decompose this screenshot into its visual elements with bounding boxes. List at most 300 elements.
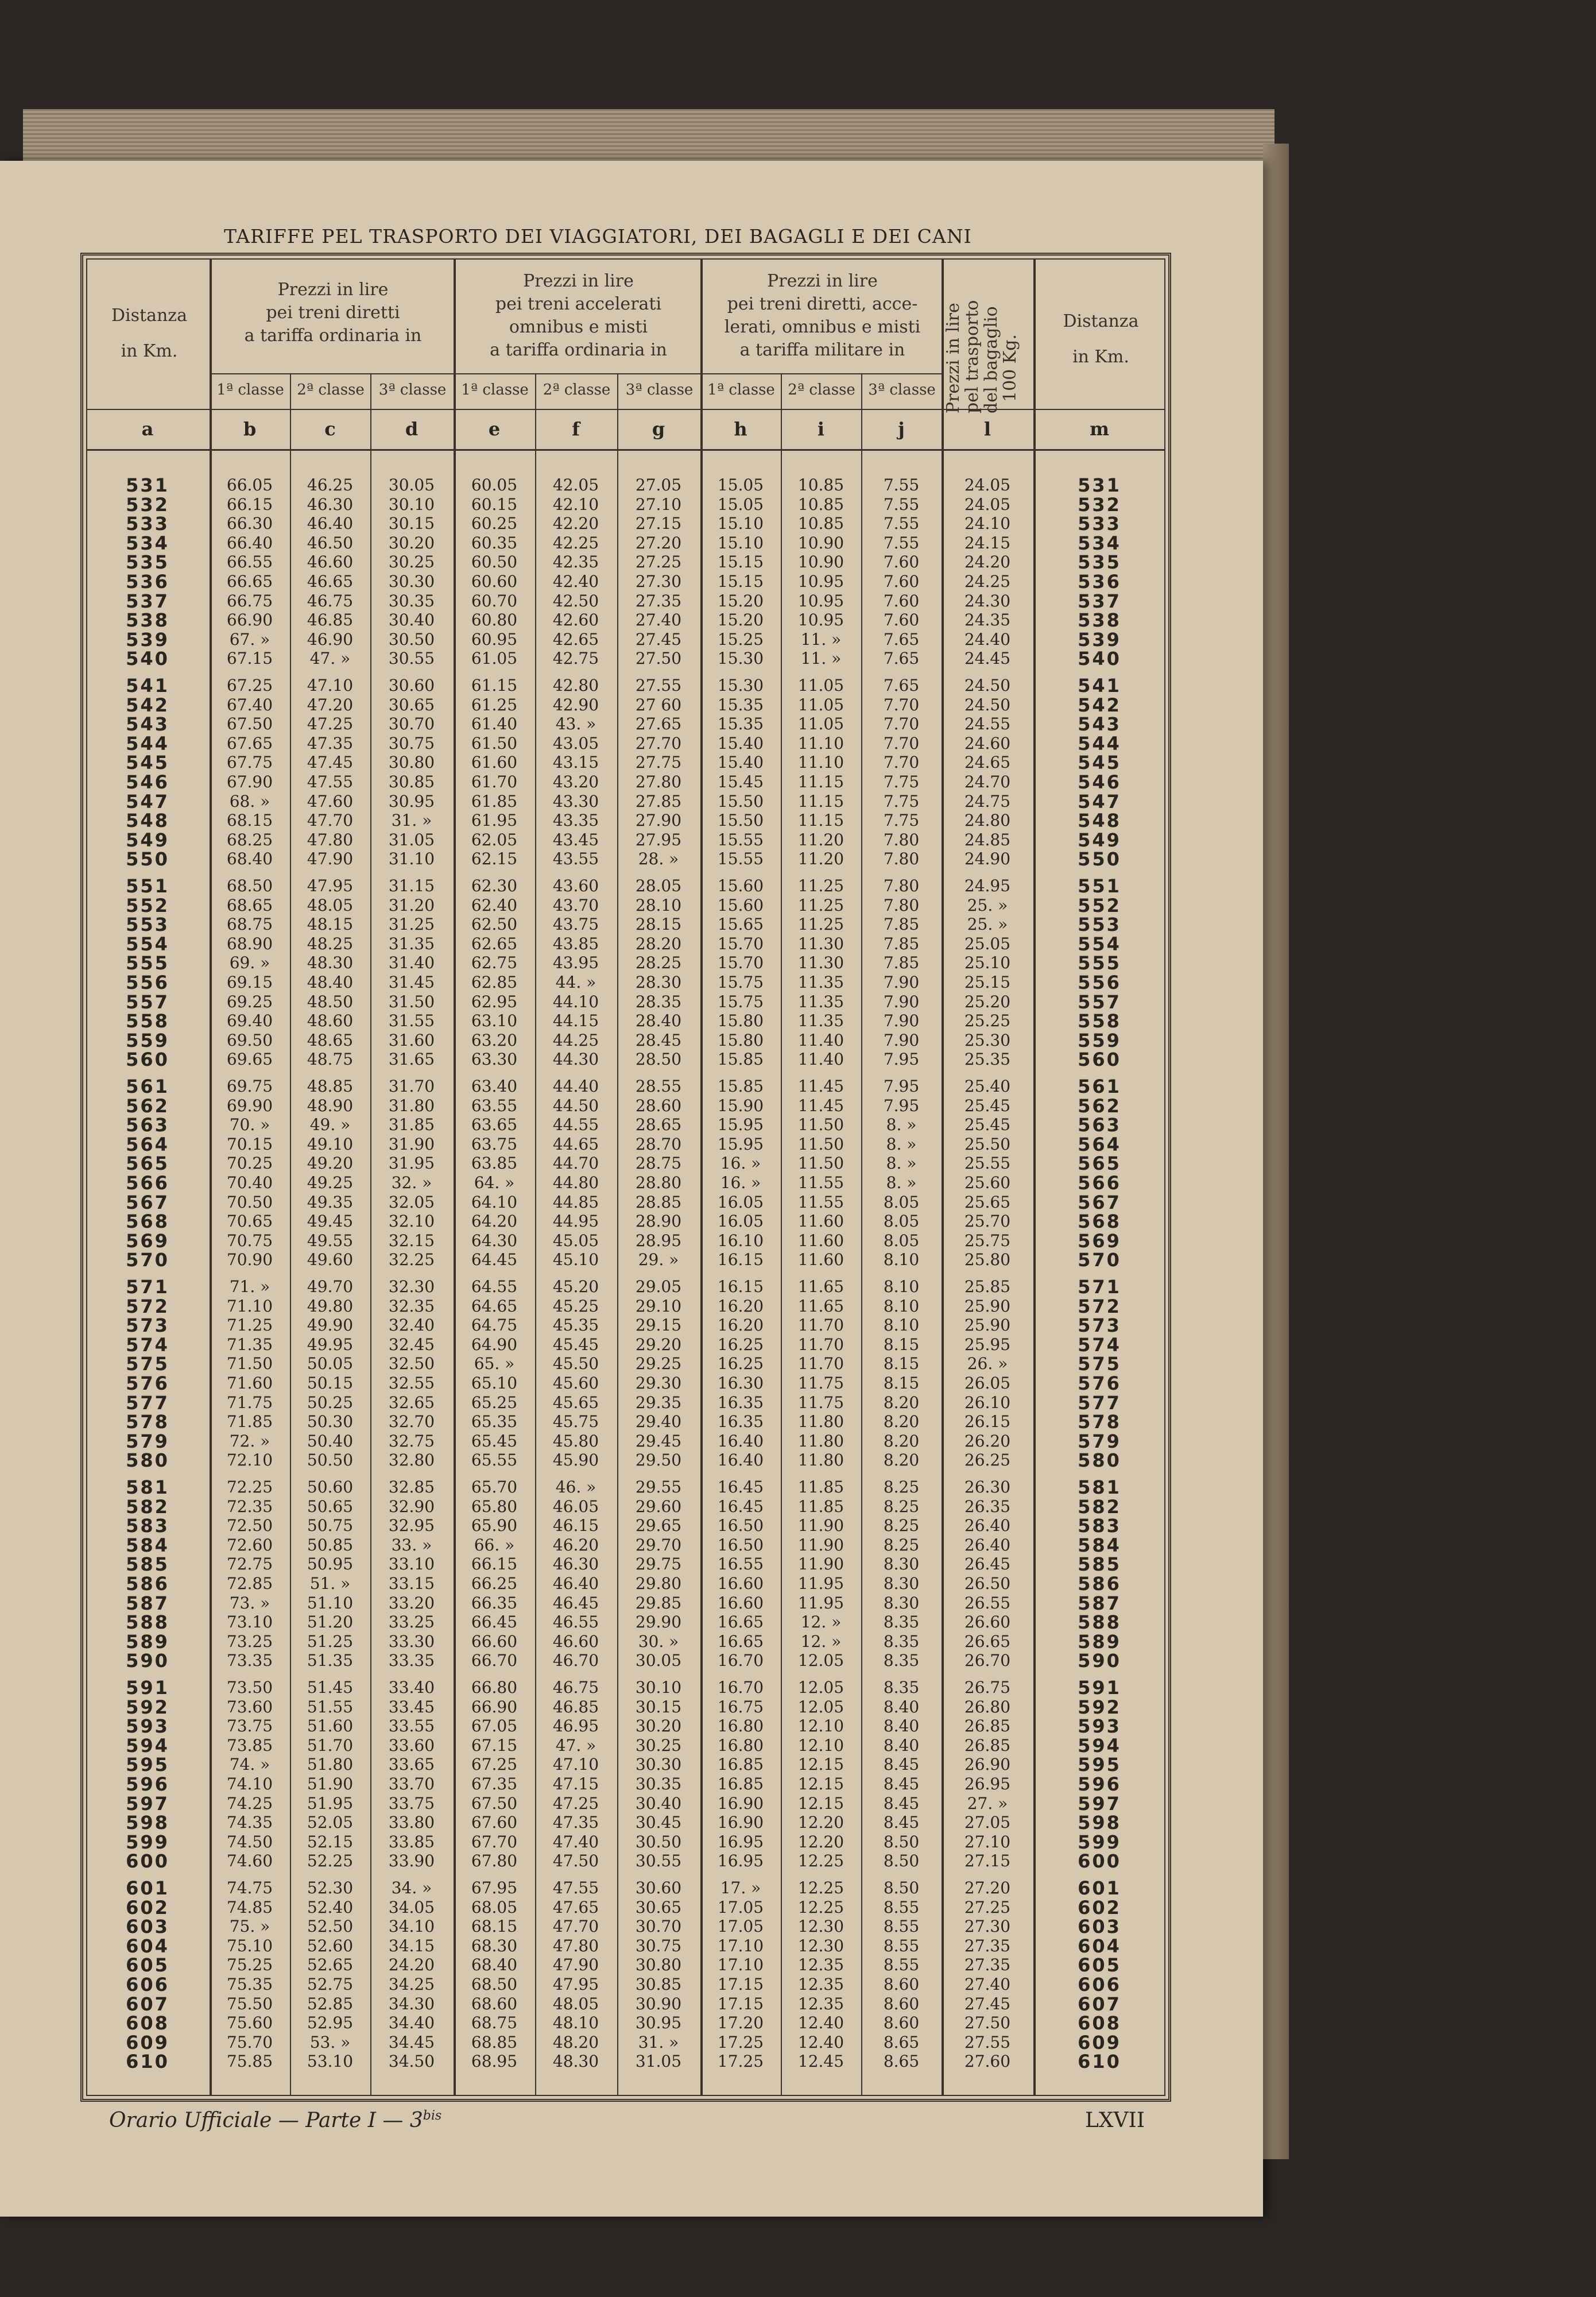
price-cell: 24.20	[964, 552, 1011, 572]
distance-cell: 554	[1078, 933, 1121, 955]
price-cell: 28.45	[635, 1030, 682, 1050]
price-cell: 30.65	[388, 695, 435, 714]
distance-cell: 549	[126, 829, 169, 851]
header-treni-accelerati: Prezzi in lire pei treni accelerati omnibus e misti a tariffa ordinaria in	[490, 271, 667, 360]
distance-cell: 541	[1078, 675, 1121, 697]
price-cell: 69. »	[229, 953, 270, 973]
price-cell: 15.95	[717, 1134, 764, 1154]
price-cell: 24.70	[964, 772, 1011, 791]
price-cell: 11.40	[797, 1030, 845, 1050]
price-cell: 11.50	[797, 1154, 845, 1173]
price-cell: 31.05	[635, 2052, 682, 2071]
price-cell: 12.15	[797, 1793, 845, 1813]
price-cell: 60.70	[471, 591, 518, 610]
price-cell: 8.60	[883, 1994, 920, 2013]
price-cell: 27.35	[635, 591, 682, 610]
price-cell: 33.60	[388, 1735, 435, 1755]
price-cell: 74.85	[226, 1897, 273, 1917]
price-cell: 26.65	[964, 1631, 1011, 1651]
price-cell: 48.30	[307, 953, 354, 973]
distance-cell: 578	[1078, 1411, 1121, 1433]
price-cell: 17.25	[717, 2032, 764, 2052]
price-cell: 68.40	[226, 849, 273, 869]
price-cell: 8.40	[883, 1735, 920, 1755]
price-cell: 65.90	[471, 1516, 518, 1536]
price-cell: 49.10	[307, 1134, 354, 1154]
price-cell: 11.25	[797, 915, 845, 934]
price-cell: 47.90	[552, 1955, 599, 1975]
distance-cell: 551	[1078, 875, 1121, 897]
price-cell: 44.95	[552, 1212, 599, 1231]
distance-cell: 598	[1078, 1812, 1121, 1834]
price-cell: 67.35	[471, 1774, 518, 1793]
price-cell: 70.90	[226, 1250, 273, 1270]
price-cell: 8.60	[883, 2013, 920, 2033]
price-cell: 7.95	[883, 1096, 920, 1115]
price-cell: 15.40	[717, 733, 764, 753]
price-cell: 15.15	[717, 572, 764, 591]
price-cell: 8.35	[883, 1631, 920, 1651]
price-cell: 47.70	[307, 811, 354, 830]
price-cell: 8.55	[883, 1897, 920, 1917]
distance-cell: 597	[126, 1792, 169, 1815]
price-cell: 25.25	[964, 1011, 1011, 1031]
distance-cell: 569	[126, 1229, 169, 1252]
price-cell: 8.25	[883, 1496, 920, 1516]
price-cell: 62.65	[471, 934, 518, 953]
price-cell: 61.60	[471, 753, 518, 772]
price-cell: 46.50	[307, 533, 354, 552]
price-cell: 8.35	[883, 1678, 920, 1697]
price-cell: 50.85	[307, 1535, 354, 1554]
price-cell: 11.45	[797, 1077, 845, 1096]
price-cell: 16.40	[717, 1431, 764, 1451]
price-cell: 44.50	[552, 1096, 599, 1115]
price-cell: 25.60	[964, 1173, 1011, 1192]
price-cell: 24.80	[964, 811, 1011, 830]
price-cell: 26.95	[964, 1774, 1011, 1793]
distance-cell: 546	[126, 771, 169, 793]
distance-cell: 606	[126, 1974, 169, 1996]
price-cell: 8.10	[883, 1296, 920, 1316]
price-cell: 34.50	[388, 2052, 435, 2071]
column-letter: h	[734, 418, 747, 440]
distance-cell: 565	[126, 1153, 169, 1175]
price-cell: 17. »	[720, 1878, 761, 1897]
price-cell: 12.45	[797, 2052, 845, 2071]
price-cell: 62.05	[471, 830, 518, 849]
distance-cell: 592	[126, 1696, 169, 1718]
price-cell: 30. »	[638, 1631, 679, 1651]
price-cell: 24.10	[964, 514, 1011, 533]
price-cell: 64.10	[471, 1192, 518, 1212]
distance-cell: 538	[126, 609, 169, 632]
price-cell: 26.40	[964, 1535, 1011, 1554]
price-cell: 46. »	[555, 1478, 596, 1496]
price-cell: 31. »	[391, 811, 432, 830]
distance-cell: 575	[126, 1353, 169, 1375]
distance-cell: 536	[126, 571, 169, 593]
price-cell: 11.75	[797, 1374, 845, 1393]
price-cell: 16.75	[717, 1697, 764, 1716]
price-cell: 27.55	[635, 676, 682, 695]
distance-cell: 596	[1078, 1773, 1121, 1795]
price-cell: 45.10	[552, 1250, 599, 1270]
price-cell: 75.85	[226, 2052, 273, 2071]
price-cell: 62.75	[471, 953, 518, 973]
price-cell: 8.15	[883, 1374, 920, 1393]
price-cell: 11.50	[797, 1134, 845, 1154]
price-cell: 25.95	[964, 1335, 1011, 1354]
price-cell: 44.30	[552, 1050, 599, 1069]
price-cell: 27.10	[635, 494, 682, 514]
price-cell: 74.35	[226, 1813, 273, 1832]
price-cell: 7.90	[883, 1011, 920, 1031]
price-cell: 67.60	[471, 1813, 518, 1832]
price-cell: 33.40	[388, 1678, 435, 1697]
price-cell: 12.25	[797, 1897, 845, 1917]
distance-cell: 553	[126, 914, 169, 936]
price-cell: 48.25	[307, 934, 354, 953]
price-cell: 17.20	[717, 2013, 764, 2033]
price-cell: 46.45	[552, 1593, 599, 1612]
price-cell: 50.25	[307, 1393, 354, 1412]
price-cell: 29.75	[635, 1554, 682, 1574]
price-cell: 16.20	[717, 1316, 764, 1335]
price-cell: 8.25	[883, 1535, 920, 1554]
header-tariffa-militare: Prezzi in lire pei treni diretti, acce- lerati, omnibus e misti a tariffa militare in	[724, 271, 921, 360]
distance-cell: 599	[126, 1831, 169, 1853]
price-cell: 10.95	[797, 610, 845, 630]
price-cell: 75.25	[226, 1955, 273, 1975]
price-cell: 73.10	[226, 1612, 273, 1632]
price-cell: 63.65	[471, 1115, 518, 1135]
price-cell: 28.75	[635, 1154, 682, 1173]
price-cell: 45.60	[552, 1374, 599, 1393]
price-cell: 32.05	[388, 1192, 435, 1212]
price-cell: 24.95	[964, 876, 1011, 895]
price-cell: 15.60	[717, 876, 764, 895]
price-cell: 71.35	[226, 1335, 273, 1354]
price-cell: 8.25	[883, 1478, 920, 1496]
price-cell: 26.75	[964, 1678, 1011, 1697]
distance-cell: 566	[126, 1172, 169, 1194]
price-cell: 30.25	[388, 552, 435, 572]
price-cell: 30.70	[388, 714, 435, 734]
price-cell: 47.35	[552, 1813, 599, 1832]
price-cell: 42.05	[552, 475, 599, 494]
price-cell: 46.95	[552, 1716, 599, 1736]
distance-cell: 595	[1078, 1754, 1121, 1776]
price-cell: 30.55	[388, 649, 435, 668]
distance-cell: 591	[1078, 1677, 1121, 1699]
price-cell: 31.70	[388, 1077, 435, 1096]
price-cell: 16.15	[717, 1277, 764, 1296]
price-cell: 27.45	[964, 1994, 1011, 2013]
price-cell: 16.95	[717, 1851, 764, 1871]
price-cell: 32.75	[388, 1431, 435, 1451]
price-cell: 30.90	[635, 1994, 682, 2013]
column-letter: f	[572, 418, 580, 440]
column-letter: a	[141, 418, 154, 440]
price-cell: 11.60	[797, 1250, 845, 1270]
distance-cell: 575	[1078, 1353, 1121, 1375]
price-cell: 7.75	[883, 811, 920, 830]
price-cell: 12.35	[797, 1955, 845, 1975]
price-cell: 24.90	[964, 849, 1011, 869]
price-cell: 68.50	[226, 876, 273, 895]
price-cell: 43.85	[552, 934, 599, 953]
price-cell: 32.15	[388, 1231, 435, 1250]
price-cell: 30.15	[388, 514, 435, 533]
distance-cell: 610	[1078, 2051, 1121, 2073]
class-label: 1ª classe	[216, 381, 284, 399]
price-cell: 48.65	[307, 1030, 354, 1050]
price-cell: 64.45	[471, 1250, 518, 1270]
price-cell: 66.30	[226, 514, 273, 533]
distance-cell: 531	[126, 474, 169, 496]
price-cell: 46.55	[552, 1612, 599, 1632]
price-cell: 11.90	[797, 1516, 845, 1536]
distance-cell: 593	[1078, 1715, 1121, 1738]
price-cell: 26.35	[964, 1496, 1011, 1516]
price-cell: 12.15	[797, 1755, 845, 1774]
price-cell: 11.35	[797, 992, 845, 1011]
price-cell: 49.35	[307, 1192, 354, 1212]
price-cell: 75. »	[229, 1917, 270, 1936]
price-cell: 52.50	[307, 1917, 354, 1936]
price-cell: 42.25	[552, 533, 599, 552]
price-cell: 49. »	[309, 1115, 351, 1135]
price-cell: 11.35	[797, 1011, 845, 1031]
price-cell: 48.50	[307, 992, 354, 1011]
price-cell: 49.20	[307, 1154, 354, 1173]
distance-cell: 610	[126, 2051, 169, 2073]
price-cell: 72.10	[226, 1451, 273, 1470]
price-cell: 7.90	[883, 1030, 920, 1050]
distance-cell: 561	[126, 1076, 169, 1097]
price-cell: 43.75	[552, 915, 599, 934]
price-cell: 61.40	[471, 714, 518, 734]
price-cell: 29.50	[635, 1451, 682, 1470]
distance-cell: 549	[1078, 829, 1121, 851]
distance-cell: 583	[1078, 1515, 1121, 1537]
distance-cell: 583	[126, 1515, 169, 1537]
column-letter: c	[324, 418, 336, 440]
price-cell: 63.40	[471, 1077, 518, 1096]
distance-cell: 533	[1078, 513, 1121, 535]
class-label: 1ª classe	[461, 381, 529, 399]
price-cell: 11.75	[797, 1393, 845, 1412]
price-cell: 27.85	[635, 791, 682, 811]
distance-cell: 531	[1078, 474, 1121, 496]
price-cell: 44.15	[552, 1011, 599, 1031]
price-cell: 47.80	[552, 1936, 599, 1955]
price-cell: 29.85	[635, 1593, 682, 1612]
price-cell: 68.30	[471, 1936, 518, 1955]
price-cell: 15.85	[717, 1050, 764, 1069]
price-cell: 7.75	[883, 772, 920, 791]
price-cell: 25.45	[964, 1096, 1011, 1115]
price-cell: 25. »	[967, 895, 1008, 915]
price-cell: 15.80	[717, 1011, 764, 1031]
price-cell: 34.25	[388, 1975, 435, 1994]
price-cell: 7.60	[883, 591, 920, 610]
price-cell: 51.25	[307, 1631, 354, 1651]
price-cell: 62.40	[471, 895, 518, 915]
distance-cell: 584	[126, 1534, 169, 1556]
price-cell: 7.85	[883, 915, 920, 934]
distance-cell: 579	[126, 1430, 169, 1452]
price-cell: 32.30	[388, 1277, 435, 1296]
price-cell: 70.40	[226, 1173, 273, 1192]
price-cell: 24.60	[964, 733, 1011, 753]
distance-cell: 608	[126, 2012, 169, 2035]
price-cell: 51.20	[307, 1612, 354, 1632]
price-cell: 15.10	[717, 533, 764, 552]
price-cell: 69.65	[226, 1050, 273, 1069]
distance-cell: 539	[126, 628, 169, 651]
price-cell: 70.15	[226, 1134, 273, 1154]
price-cell: 17.25	[717, 2052, 764, 2071]
price-cell: 11.20	[797, 830, 845, 849]
price-cell: 15.25	[717, 629, 764, 649]
price-cell: 16.05	[717, 1192, 764, 1212]
price-cell: 31.85	[388, 1115, 435, 1135]
distance-cell: 538	[1078, 609, 1121, 632]
price-cell: 27.25	[964, 1897, 1011, 1917]
price-cell: 28.40	[635, 1011, 682, 1031]
price-cell: 8.20	[883, 1393, 920, 1412]
price-cell: 51.10	[307, 1593, 354, 1612]
price-cell: 30.35	[388, 591, 435, 610]
distance-cell: 546	[1078, 771, 1121, 793]
distance-cell: 590	[126, 1650, 169, 1672]
price-cell: 70.75	[226, 1231, 273, 1250]
price-cell: 28. »	[638, 849, 679, 869]
distance-cell: 548	[1078, 810, 1121, 832]
price-cell: 16. »	[720, 1154, 761, 1173]
price-cell: 43.95	[552, 953, 599, 973]
price-cell: 34.40	[388, 2013, 435, 2033]
distance-cell: 542	[1078, 694, 1121, 716]
price-cell: 12. »	[800, 1612, 842, 1632]
price-cell: 11. »	[800, 649, 842, 668]
price-cell: 27.70	[635, 733, 682, 753]
price-cell: 60.60	[471, 572, 518, 591]
price-cell: 24.25	[964, 572, 1011, 591]
price-cell: 28.95	[635, 1231, 682, 1250]
svg-text:100 Kg.: 100 Kg.	[1000, 334, 1020, 402]
price-cell: 10.85	[797, 475, 845, 494]
price-cell: 73. »	[229, 1593, 270, 1612]
price-cell: 60.05	[471, 475, 518, 494]
price-cell: 8.30	[883, 1593, 920, 1612]
page-title: TARIFFE PEL TRASPORTO DEI VIAGGIATORI, DEI BAGAGLI E DEI CANI	[224, 225, 972, 248]
price-cell: 27.65	[635, 714, 682, 734]
price-cell: 7.55	[883, 494, 920, 514]
distance-cell: 544	[1078, 732, 1121, 755]
price-cell: 8.50	[883, 1832, 920, 1851]
price-cell: 27.20	[964, 1878, 1011, 1897]
price-cell: 28.35	[635, 992, 682, 1011]
price-cell: 49.25	[307, 1173, 354, 1192]
distance-cell: 608	[1078, 2012, 1121, 2035]
price-cell: 64.90	[471, 1335, 518, 1354]
price-cell: 31. »	[638, 2032, 679, 2052]
distance-cell: 562	[126, 1095, 169, 1117]
price-cell: 11.85	[797, 1496, 845, 1516]
distance-cell: 547	[126, 790, 169, 813]
price-cell: 62.50	[471, 915, 518, 934]
price-cell: 42.75	[552, 649, 599, 668]
price-cell: 67.05	[471, 1716, 518, 1736]
price-cell: 65.80	[471, 1496, 518, 1516]
price-cell: 15.80	[717, 1030, 764, 1050]
price-cell: 31.55	[388, 1011, 435, 1031]
price-cell: 30.60	[388, 676, 435, 695]
price-cell: 30.80	[388, 753, 435, 772]
price-cell: 46.20	[552, 1535, 599, 1554]
price-cell: 15.45	[717, 772, 764, 791]
price-cell: 65. »	[474, 1354, 515, 1374]
price-cell: 47.40	[552, 1832, 599, 1851]
price-cell: 15.90	[717, 1096, 764, 1115]
price-cell: 52.75	[307, 1975, 354, 1994]
price-cell: 67. »	[229, 629, 270, 649]
price-cell: 16.95	[717, 1832, 764, 1851]
class-label: 3ª classe	[868, 381, 936, 399]
distance-cell: 563	[126, 1114, 169, 1136]
price-cell: 11.15	[797, 772, 845, 791]
price-cell: 32.85	[388, 1478, 435, 1496]
svg-text:pel trasporto: pel trasporto	[962, 300, 982, 413]
distance-cell: 604	[1078, 1935, 1121, 1957]
price-cell: 25.55	[964, 1154, 1011, 1173]
price-cell: 29.45	[635, 1431, 682, 1451]
price-cell: 47.55	[307, 772, 354, 791]
price-cell: 16.30	[717, 1374, 764, 1393]
price-cell: 25.90	[964, 1296, 1011, 1316]
price-cell: 48.05	[552, 1994, 599, 2013]
price-cell: 33.55	[388, 1716, 435, 1736]
price-cell: 64.55	[471, 1277, 518, 1296]
price-cell: 66.40	[226, 533, 273, 552]
price-cell: 30.30	[388, 572, 435, 591]
price-cell: 34.45	[388, 2032, 435, 2052]
price-cell: 63.75	[471, 1134, 518, 1154]
price-cell: 44.85	[552, 1192, 599, 1212]
distance-cell: 553	[1078, 914, 1121, 936]
price-cell: 47. »	[555, 1735, 596, 1755]
price-cell: 51.55	[307, 1697, 354, 1716]
price-cell: 70. »	[229, 1115, 270, 1135]
price-cell: 26.80	[964, 1697, 1011, 1716]
price-cell: 30.20	[635, 1716, 682, 1736]
price-cell: 8.40	[883, 1697, 920, 1716]
distance-cell: 542	[126, 694, 169, 716]
price-cell: 46.85	[307, 610, 354, 630]
price-cell: 7.60	[883, 552, 920, 572]
price-cell: 11.45	[797, 1096, 845, 1115]
header-treni-diretti: Prezzi in lire pei treni diretti a tariffa ordinaria in	[244, 280, 422, 346]
price-cell: 8.40	[883, 1716, 920, 1736]
column-letter: d	[405, 418, 419, 440]
price-cell: 16.70	[717, 1678, 764, 1697]
price-cell: 74. »	[229, 1755, 270, 1774]
price-cell: 62.15	[471, 849, 518, 869]
price-cell: 30.75	[388, 733, 435, 753]
